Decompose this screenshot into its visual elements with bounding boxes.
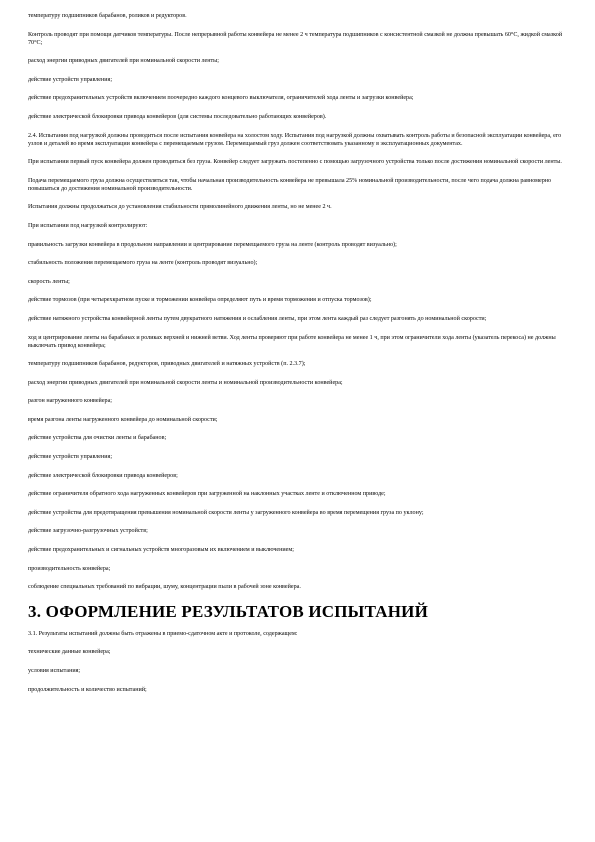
document-page — [28, 12, 568, 704]
paragraph: расход энергии приводных двигателей при номинальной скорости ленты; — [28, 58, 219, 65]
paragraph: действие устройств управления; — [28, 76, 113, 83]
paragraph: 2.4. Испытания под нагрузкой должны проводиться после испытания конвейера на холостом ходу. Испытания под нагрузкой должны охватывать контроль работы и безопасной эксплуатации конвейера, его узлов и деталей во время эксплуатации конвейера с перемещаемым грузом. Перемещаемый груз должен соответствовать указанному в эксплуатационных документах. — [28, 132, 562, 147]
paragraph: Подача перемещаемого груза должна осуществляться так, чтобы начальная производительность конвейера не превышала 25% номинальной производительности, после чего подача должна равномерно повышаться до достижения номинальной производительности. — [28, 177, 552, 192]
paragraph: действие электрической блокировки привода конвейеров; — [28, 472, 178, 479]
paragraph: температуру подшипников барабанов, редукторов, приводных двигателей и натяжных устройств (п. 2.3.7); — [28, 361, 306, 368]
paragraph: действие предохранительных и сигнальных устройств многоразовым их включением и выключением; — [28, 547, 294, 554]
paragraph: технические данные конвейера; — [28, 649, 111, 656]
paragraph: действие загрузочно-разгрузочных устройств; — [28, 528, 148, 535]
paragraph: действие тормозов (при четырехкратном пуске и торможении конвейера определяют путь и время торможения и отпуска тормозов); — [28, 297, 372, 304]
paragraph: При испытании первый пуск конвейера должен проводиться без груза. Конвейер следует загружать постепенно с помощью загрузочного устройства только после достижения номинальной скорости ленты. — [28, 159, 562, 166]
section-3-body — [28, 630, 568, 694]
paragraph: 3.1. Результаты испытаний должны быть отражены в приемо-сдаточном акте и протоколе, содержащем: — [28, 630, 298, 637]
paragraph: условия испытания; — [28, 668, 81, 674]
paragraph: При испытании под нагрузкой контролируют: — [28, 222, 148, 229]
paragraph: Контроль проводят при помощи датчиков температуры. После непрерывной работы конвейера не менее 2 ч температура подшипников с консистентной смазкой не должна превышать 60°С, жидкой смазкой 70°С; — [28, 31, 563, 46]
paragraph: скорость ленты; — [28, 278, 70, 285]
paragraph: температуру подшипников барабанов, роликов и редукторов. — [28, 13, 187, 19]
paragraph: соблюдение специальных требований по вибрации, шуму, концентрации пыли в рабочей зоне конвейера. — [28, 584, 301, 591]
paragraph: действие электрической блокировки привода конвейеров (для системы последовательно работающих конвейеров). — [28, 113, 327, 120]
paragraph: действие ограничителя обратного хода нагруженных конвейеров при загруженной на наклонных участках ленте и отключенном приводе; — [28, 491, 386, 498]
paragraph: разгон нагруженного конвейера; — [28, 398, 112, 405]
paragraph: Испытания должны продолжаться до установления стабильности прямолинейного движения ленты, но не менее 2 ч. — [28, 204, 332, 211]
paragraph: расход энергии приводных двигателей при номинальной скорости ленты и номинальной производительности конвейера; — [28, 379, 343, 386]
paragraph: ход и центрирование ленты на барабанах и роликах верхней и нижней ветви. Ход ленты проверяют при работе конвейера не менее 1 ч, при этом ограничители хода ленты (указатель перекоса) не должны выключать привод конвейера; — [28, 334, 556, 349]
section-2-body — [28, 12, 568, 591]
paragraph: действие устройств управления; — [28, 454, 113, 461]
paragraph: действие натяжного устройства конвейерной ленты путем двукратного натяжения и ослабления ленты, при этом лента каждый раз следует разгонять до номинальной скорости; — [28, 315, 487, 322]
paragraph: действие устройства для предотвращения превышения номинальной скорости ленты у загруженного конвейера во время перемещения груза по уклону; — [28, 509, 424, 516]
paragraph: действие предохранительных устройств включением поочередно каждого концевого выключателя, ограничителей хода ленты и загрузки конвейера; — [28, 95, 414, 102]
paragraph: действие устройства для очистки ленты и барабанов; — [28, 435, 167, 442]
paragraph: стабильность положения перемещаемого груза на ленте (контроль проводят визуально); — [28, 260, 258, 267]
paragraph: правильность загрузки конвейера в продольном направлении и центрирование перемещаемого груза на ленте (контроль проводят визуально); — [28, 241, 397, 248]
paragraph: производительность конвейера; — [28, 565, 111, 572]
paragraph: время разгона ленты нагруженного конвейера до номинальной скорости; — [28, 416, 218, 423]
paragraph: продолжительность и количество испытаний; — [28, 686, 147, 693]
section-heading: 3. ОФОРМЛЕНИЕ РЕЗУЛЬТАТОВ ИСПЫТАНИЙ — [28, 601, 429, 621]
